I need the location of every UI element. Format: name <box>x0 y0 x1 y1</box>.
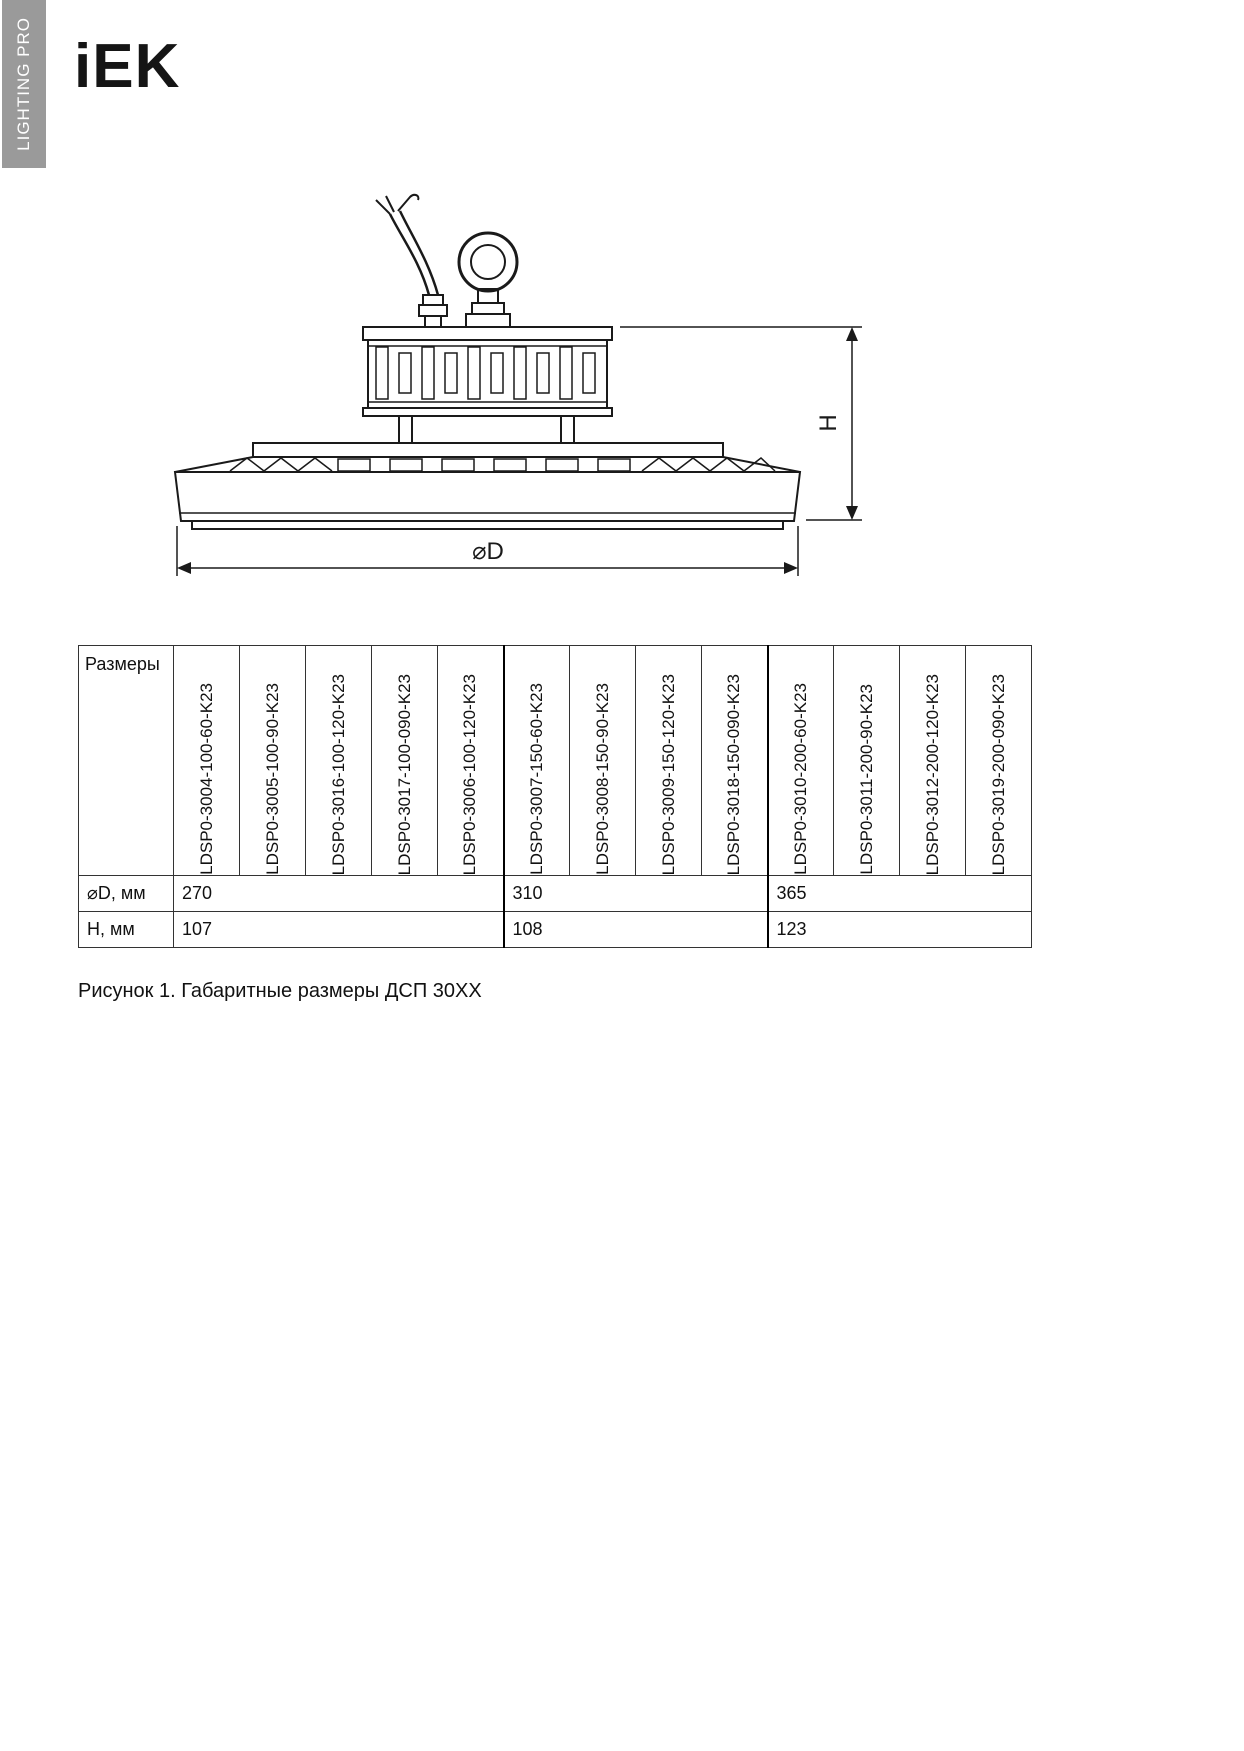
model-header: LDSP0-3006-100-120-K23 <box>438 646 504 876</box>
model-header: LDSP0-3012-200-120-K23 <box>900 646 966 876</box>
model-header: LDSP0-3008-150-90-K23 <box>570 646 636 876</box>
eyebolt-ring-icon <box>459 233 517 327</box>
figure-caption: Рисунок 1. Габаритные размеры ДСП 30ХХ <box>78 980 482 1002</box>
height-value: 123 <box>768 912 1032 948</box>
model-header: LDSP0-3011-200-90-K23 <box>834 646 900 876</box>
model-header: LDSP0-3009-150-120-K23 <box>636 646 702 876</box>
heatsink-body <box>363 327 612 443</box>
model-header: LDSP0-3019-200-090-K23 <box>966 646 1032 876</box>
height-value: 107 <box>174 912 504 948</box>
model-header: LDSP0-3004-100-60-K23 <box>174 646 240 876</box>
table-corner-label: Размеры <box>79 646 174 876</box>
diameter-value: 310 <box>504 876 768 912</box>
dim-h-label: H <box>815 414 842 432</box>
model-header: LDSP0-3007-150-60-K23 <box>504 646 570 876</box>
table-row-height <box>79 912 1032 948</box>
model-header: LDSP0-3018-150-090-K23 <box>702 646 768 876</box>
luminaire-drawing <box>0 190 1244 610</box>
table-row-diameter <box>79 876 1032 912</box>
dimension-d <box>177 526 798 576</box>
diameter-row-label: ⌀D, мм <box>79 876 174 912</box>
height-value: 108 <box>504 912 768 948</box>
model-header: LDSP0-3016-100-120-K23 <box>306 646 372 876</box>
dimensions-table <box>78 645 1032 948</box>
diameter-value: 365 <box>768 876 1032 912</box>
iek-logo: iEK <box>74 32 181 101</box>
model-header: LDSP0-3017-100-090-K23 <box>372 646 438 876</box>
model-header: LDSP0-3010-200-60-K23 <box>768 646 834 876</box>
dimension-h <box>620 327 862 520</box>
power-cable-icon <box>376 195 447 327</box>
model-header: LDSP0-3005-100-90-K23 <box>240 646 306 876</box>
dim-d-label: ⌀D <box>472 538 504 565</box>
brand-sidebar-label: LIGHTING PRO <box>14 17 33 151</box>
housing-disc <box>175 443 800 529</box>
brand-sidebar <box>2 0 46 168</box>
diameter-value: 270 <box>174 876 504 912</box>
height-row-label: H, мм <box>79 912 174 948</box>
